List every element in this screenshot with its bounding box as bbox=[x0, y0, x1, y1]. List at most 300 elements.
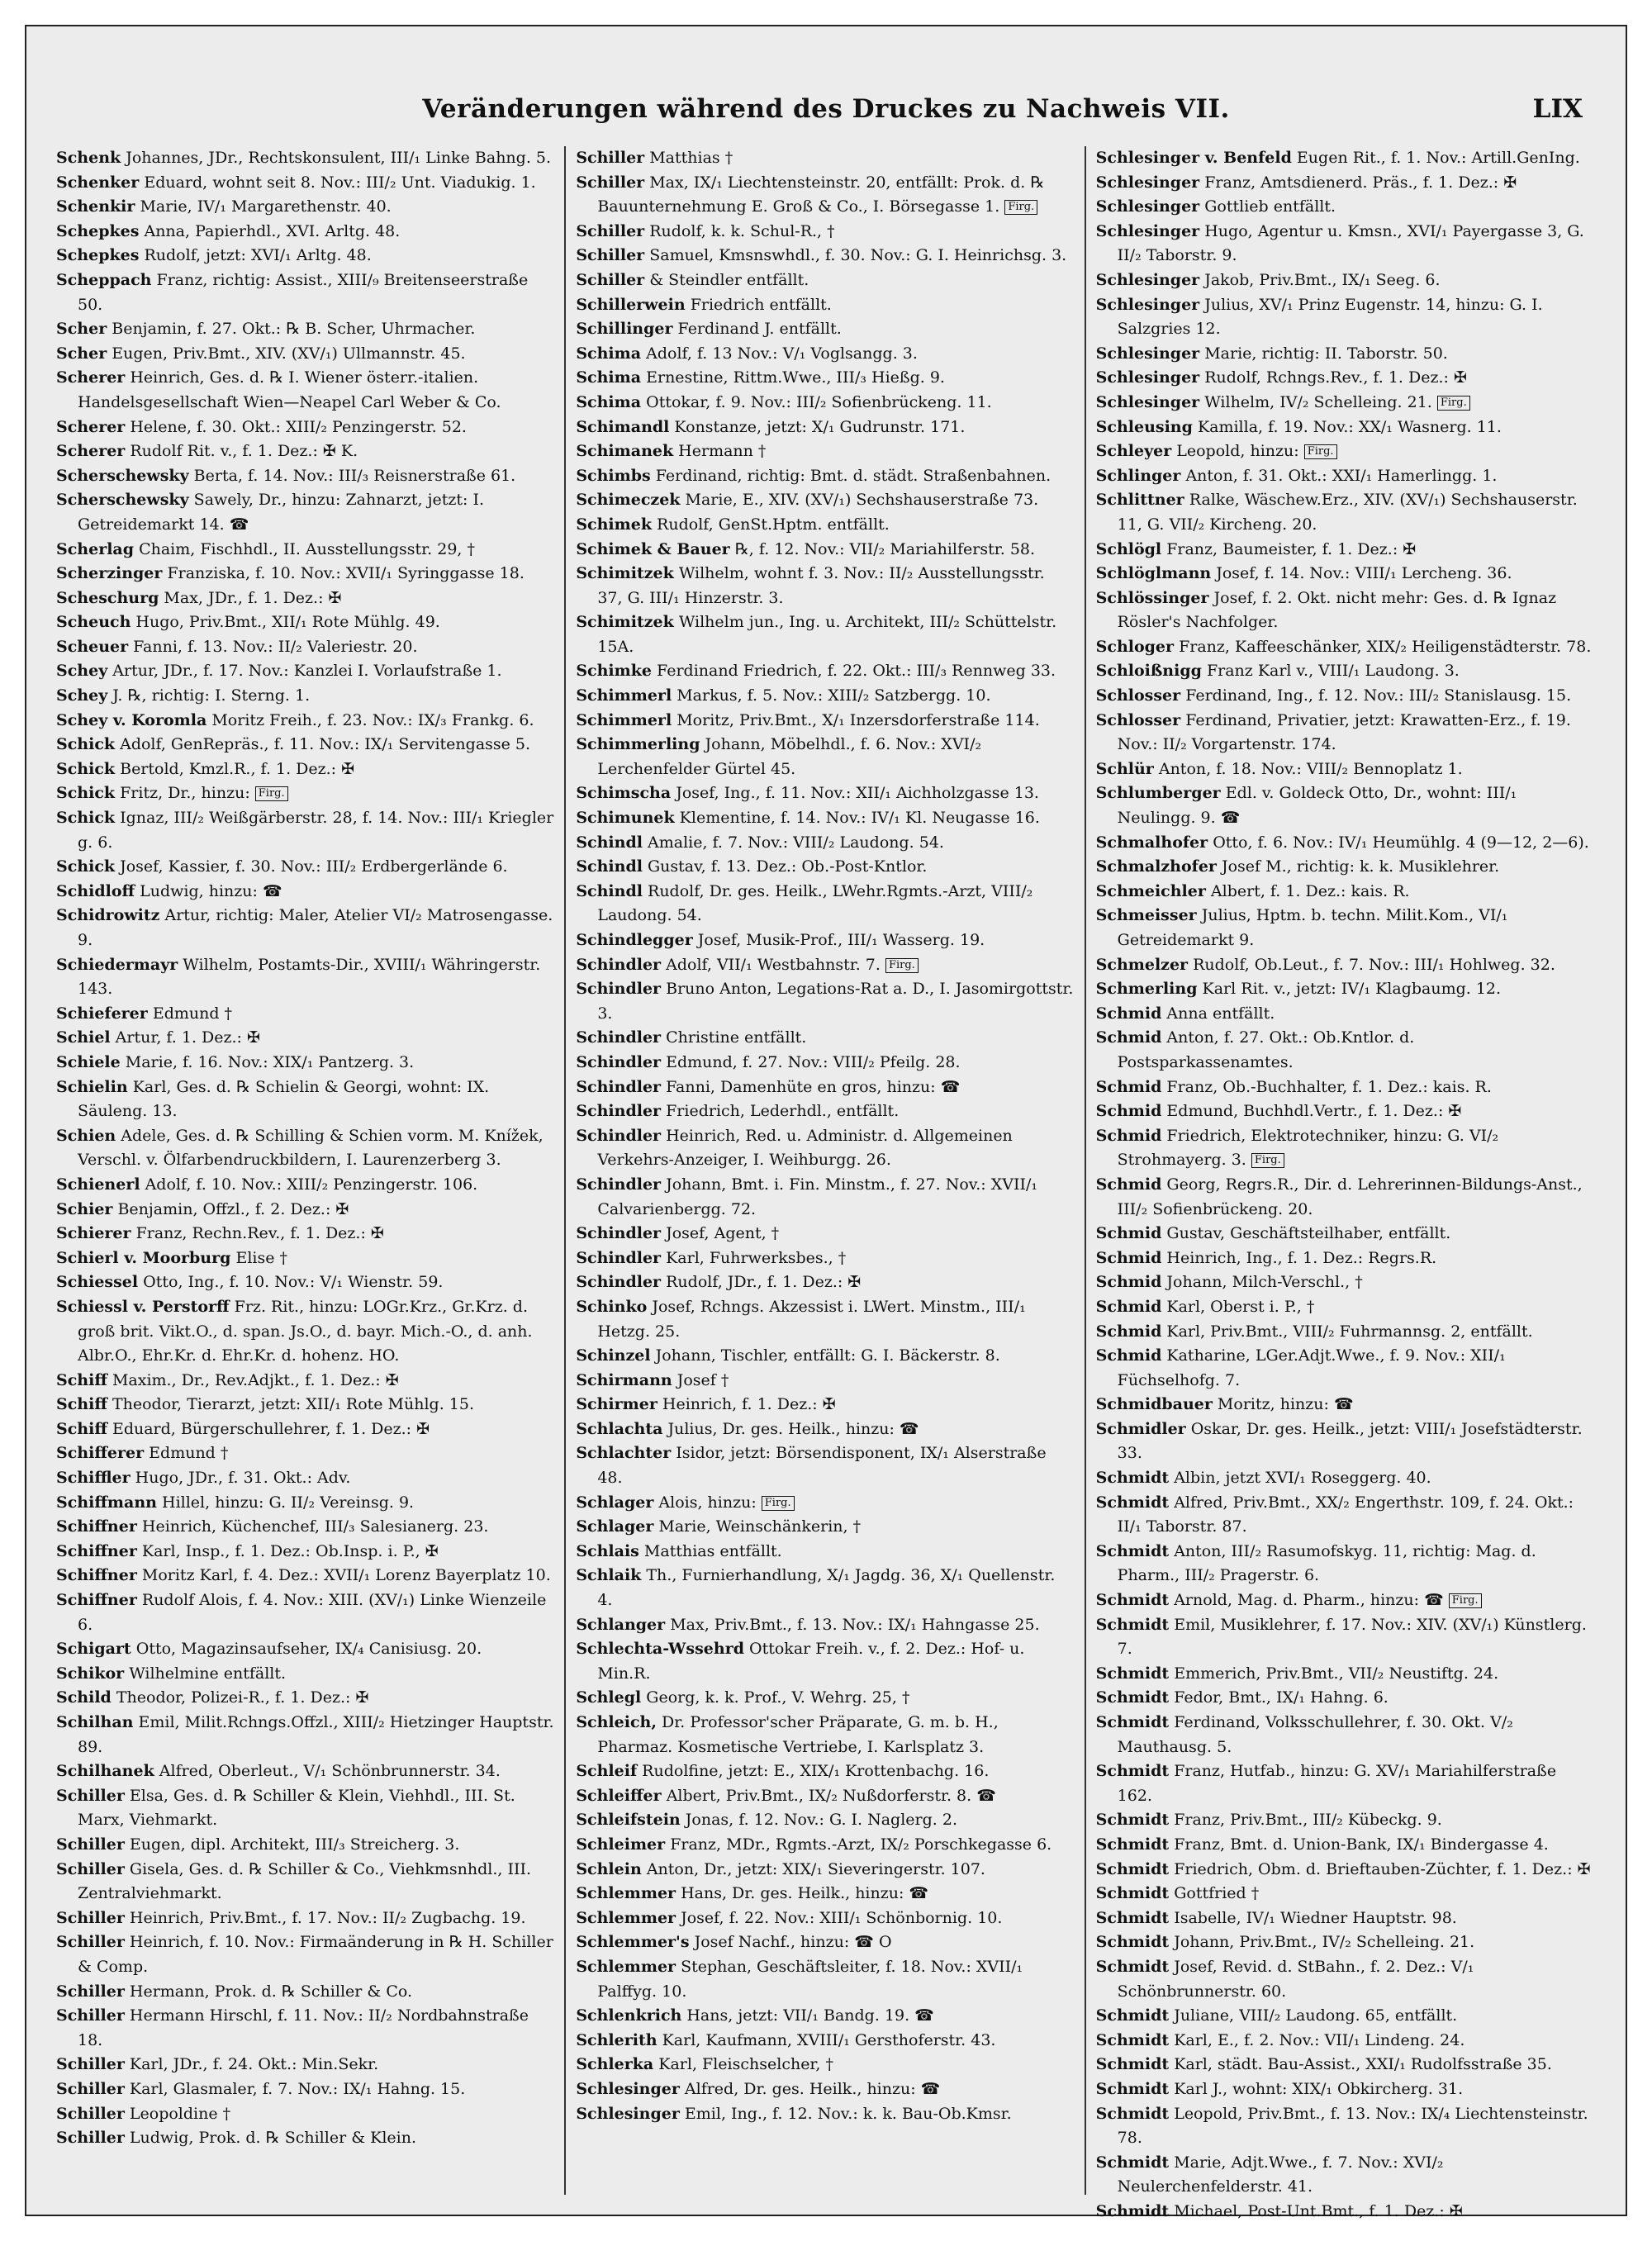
entry-details: Elise † bbox=[230, 1248, 288, 1267]
entry-name: Schirmer bbox=[576, 1395, 657, 1414]
entry-details: Ludwig, hinzu: ☎ bbox=[135, 881, 282, 900]
directory-entry bbox=[1096, 1906, 1594, 1931]
entry-details: Adele, Ges. d. ℞ Schilling & Schien vorm. M. Knížek, Verschl. v. Ölfarbendruckbildern, I. Laurenzerberg 3. bbox=[78, 1126, 544, 1170]
entry-details: Isabelle, IV/₁ Wiedner Hauptstr. 98. bbox=[1169, 1908, 1457, 1927]
entry-name: Schindler bbox=[576, 1028, 662, 1047]
entry-details: Rudolf, JDr., f. 1. Dez.: ✠ bbox=[661, 1273, 862, 1292]
entry-name: Schimbs bbox=[576, 466, 651, 485]
directory-entry bbox=[576, 1344, 1074, 1369]
directory-entry bbox=[56, 220, 554, 245]
entry-details: Karl, Fleischselcher, † bbox=[653, 2055, 834, 2074]
entry-name: Schmid bbox=[1095, 1126, 1162, 1145]
entry-details: Fanni, Damenhüte en gros, hinzu: ☎ bbox=[661, 1077, 961, 1096]
entry-name: Schlager bbox=[576, 1517, 654, 1536]
entry-name: Schmelzer bbox=[1095, 955, 1189, 974]
directory-entry bbox=[56, 1980, 554, 2005]
directory-entry bbox=[56, 1858, 554, 1906]
entry-name: Schindler bbox=[576, 1175, 662, 1194]
entry-details: Jonas, f. 12. Nov.: G. I. Naglerg. 2. bbox=[680, 1811, 957, 1830]
directory-entry bbox=[56, 317, 554, 342]
entry-details: Josef, Rchngs. Akzessist i. LWert. Minstm., III/₁ Hetzg. 25. bbox=[597, 1297, 1026, 1341]
entry-name: Schlemmer bbox=[576, 1957, 676, 1976]
directory-entry bbox=[576, 317, 1074, 342]
entry-name: Schloißnigg bbox=[1095, 662, 1202, 681]
directory-entry bbox=[1096, 586, 1594, 635]
entry-name: Schiessel bbox=[56, 1273, 139, 1292]
directory-entry bbox=[1096, 831, 1594, 856]
entry-name: Schlesinger bbox=[1095, 173, 1200, 192]
directory-entry bbox=[576, 610, 1074, 659]
entry-name: Schleyer bbox=[1095, 442, 1172, 461]
directory-entry bbox=[576, 2053, 1074, 2077]
entry-details: Moritz, hinzu: ☎ bbox=[1212, 1395, 1354, 1414]
entry-name: Schlesinger bbox=[576, 2104, 680, 2123]
entry-name: Schmerling bbox=[1095, 980, 1198, 999]
entry-name: Schiller bbox=[56, 1982, 125, 2001]
entry-name: Schmidt bbox=[1095, 1615, 1170, 1634]
directory-entry bbox=[1096, 415, 1594, 440]
directory-entry bbox=[1096, 146, 1594, 171]
entry-details: Karl, städt. Bau-Assist., XXI/₁ Rudolfsstraße 35. bbox=[1169, 2055, 1552, 2074]
entry-details: Bruno Anton, Legations-Rat a. D., I. Jasomirgottstr. 3. bbox=[597, 980, 1074, 1023]
entry-details: Friedrich, Obm. d. Brieftauben-Züchter, f. 1. Dez.: ✠ bbox=[1169, 1859, 1591, 1878]
entry-details: Hermann † bbox=[673, 442, 767, 461]
directory-entry bbox=[56, 1198, 554, 1223]
entry-details: Ferdinand J. entfällt. bbox=[672, 320, 842, 339]
directory-entry bbox=[56, 659, 554, 684]
directory-entry bbox=[56, 1295, 554, 1369]
directory-entry bbox=[576, 1270, 1074, 1295]
entry-name: Schimscha bbox=[576, 784, 672, 803]
directory-entry bbox=[56, 1540, 554, 1564]
entry-details: Rudolf, Dr. ges. Heilk., LWehr.Rgmts.-Arzt, VIII/₂ Laudong. 54. bbox=[597, 881, 1033, 925]
entry-name: Schindler bbox=[576, 1224, 662, 1243]
entry-details: Gottfried † bbox=[1169, 1884, 1260, 1903]
entry-details: Michael, Post-Unt.Bmt., f. 1. Dez.: ✠ bbox=[1169, 2201, 1463, 2220]
entry-details: Jakob, Priv.Bmt., IX/₁ Seeg. 6. bbox=[1199, 270, 1441, 289]
directory-entry bbox=[56, 1466, 554, 1491]
directory-entry bbox=[1096, 366, 1594, 391]
entry-name: Schlager bbox=[576, 1493, 654, 1512]
entry-details: Dr. Professor'scher Präparate, G. m. b. H., Pharmaz. Kosmetische Vertriebe, I. Karlsplatz 3. bbox=[597, 1713, 999, 1756]
entry-name: Schmidt bbox=[1095, 1469, 1170, 1488]
entry-details: Karl, Fuhrwerksbes., † bbox=[661, 1248, 847, 1267]
entry-details: Friedrich entfällt. bbox=[685, 295, 832, 314]
entry-details: Edmund, f. 27. Nov.: VIII/₂ Pfeilg. 28. bbox=[661, 1052, 961, 1071]
directory-entry bbox=[56, 244, 554, 268]
entry-name: Schlein bbox=[576, 1859, 642, 1878]
entry-name: Schlerith bbox=[576, 2030, 657, 2049]
entry-details: Ernestine, Rittm.Wwe., III/₃ Hießg. 9. bbox=[641, 368, 945, 387]
entry-name: Schmid bbox=[1095, 1175, 1162, 1194]
entry-details: Josef, Ing., f. 11. Nov.: XII/₁ Aichholzgasse 13. bbox=[671, 784, 1039, 803]
directory-entry bbox=[1096, 1466, 1594, 1491]
directory-entry bbox=[56, 806, 554, 855]
entry-details: Gisela, Ges. d. ℞ Schiller & Co., Viehkmsnhdl., III. Zentralviehmarkt. bbox=[78, 1859, 532, 1903]
entry-details: Franz, Hutfab., hinzu: G. XV/₁ Mariahilferstraße 162. bbox=[1117, 1762, 1557, 1805]
entry-details: Rudolfine, jetzt: E., XIX/₁ Krottenbachg. 16. bbox=[637, 1762, 990, 1781]
entry-details: Rudolf, Ob.Leut., f. 7. Nov.: III/₁ Hohlweg. 32. bbox=[1188, 955, 1555, 974]
directory-entry bbox=[1096, 1320, 1594, 1345]
entry-details: Franz, Rechn.Rev., f. 1. Dez.: ✠ bbox=[131, 1224, 384, 1243]
entry-name: Schey bbox=[56, 686, 108, 705]
entry-details: Theodor, Tierarzt, jetzt: XII/₁ Rote Mühlg. 15. bbox=[107, 1395, 475, 1414]
entry-details: Heinrich, Ing., f. 1. Dez.: Regrs.R. bbox=[1161, 1248, 1437, 1267]
entry-name: Schlesinger bbox=[1095, 197, 1200, 216]
directory-entry bbox=[1096, 757, 1594, 782]
entry-details: Julius, Hptm. b. techn. Milit.Kom., VI/₁ Getreidemarkt 9. bbox=[1117, 906, 1508, 949]
entry-details: Leopold, Priv.Bmt., f. 13. Nov.: IX/₄ Liechtensteinstr. 78. bbox=[1117, 2104, 1588, 2148]
directory-entry bbox=[576, 146, 1074, 171]
entry-name: Scherschewsky bbox=[56, 491, 189, 510]
entry-details: Leopold, hinzu: bbox=[1171, 442, 1304, 461]
entry-name: Schey bbox=[56, 662, 108, 681]
entry-name: Schmidt bbox=[1095, 1933, 1170, 1952]
entry-name: Schindler bbox=[576, 1248, 662, 1267]
entry-name: Schiller bbox=[56, 2129, 125, 2148]
entry-details: Hans, Dr. ges. Heilk., hinzu: ☎ bbox=[676, 1884, 929, 1903]
entry-details: Albin, jetzt XVI/₁ Roseggerg. 40. bbox=[1169, 1469, 1431, 1488]
entry-name: Schimitzek bbox=[576, 564, 674, 583]
directory-entry bbox=[576, 781, 1074, 806]
entry-name: Scherer bbox=[56, 442, 126, 461]
entry-details: Heinrich, Priv.Bmt., f. 17. Nov.: II/₂ Zugbachg. 19. bbox=[124, 1908, 526, 1927]
directory-entry bbox=[1096, 2077, 1594, 2102]
entry-name: Schlesinger bbox=[576, 2079, 680, 2098]
entry-name: Schick bbox=[56, 735, 116, 754]
entry-name: Schlesinger bbox=[1095, 295, 1200, 314]
directory-entry bbox=[576, 220, 1074, 245]
entry-name: Schiller bbox=[576, 270, 645, 289]
entry-name: Schmidt bbox=[1095, 1713, 1170, 1731]
entry-name: Schlachter bbox=[576, 1444, 672, 1463]
directory-entry bbox=[1096, 342, 1594, 367]
entry-details: Karl, Kaufmann, XVIII/₁ Gersthoferstr. 43. bbox=[657, 2030, 996, 2049]
directory-entry bbox=[56, 733, 554, 757]
entry-details: Josef M., richtig: k. k. Musiklehrer. bbox=[1216, 857, 1500, 876]
entry-details: Anton, III/₂ Rasumofskyg. 11, richtig: Mag. d. Pharm., III/₂ Pragerstr. 6. bbox=[1117, 1541, 1536, 1585]
entry-name: Schikor bbox=[56, 1664, 125, 1683]
entry-name: Schmid bbox=[1095, 1004, 1162, 1023]
entry-details: Johannes, JDr., Rechtskonsulent, III/₁ Linke Bahng. 5. bbox=[121, 149, 552, 167]
entry-details: Hermann, Prok. d. ℞ Schiller & Co. bbox=[124, 1982, 413, 2001]
entry-name: Scherer bbox=[56, 417, 126, 436]
entry-name: Schirmann bbox=[576, 1370, 672, 1389]
directory-entry bbox=[1096, 1540, 1594, 1588]
directory-entry bbox=[1096, 1858, 1594, 1883]
directory-entry bbox=[576, 1393, 1074, 1417]
entry-name: Schlür bbox=[1095, 759, 1154, 778]
directory-entry bbox=[576, 1417, 1074, 1442]
entry-name: Schenker bbox=[56, 173, 140, 192]
entry-details: Adolf, GenRepräs., f. 11. Nov.: IX/₁ Servitengasse 5. bbox=[115, 735, 531, 754]
entry-details: Adolf, f. 13 Nov.: V/₁ Voglsangg. 3. bbox=[641, 344, 918, 363]
entry-name: Schlesinger bbox=[1095, 221, 1200, 240]
directory-entry bbox=[56, 2126, 554, 2151]
directory-entry bbox=[576, 684, 1074, 709]
directory-entry bbox=[56, 538, 554, 563]
entry-name: Schiller bbox=[576, 173, 645, 192]
entry-details: Heinrich, Küchenchef, III/₃ Salesianerg. 23. bbox=[136, 1517, 489, 1536]
directory-entry bbox=[1096, 1099, 1594, 1124]
entry-name: Schlechta-Wssehrd bbox=[576, 1640, 744, 1659]
directory-entry bbox=[576, 562, 1074, 610]
entry-details: Maxim., Dr., Rev.Adjkt., f. 1. Dez.: ✠ bbox=[107, 1370, 399, 1389]
firm-register-mark: Firg. bbox=[1004, 200, 1037, 215]
directory-entry bbox=[56, 171, 554, 196]
entry-name: Schmidt bbox=[1095, 2079, 1170, 2098]
entry-details: Karl, E., f. 2. Nov.: VII/₁ Lindeng. 24. bbox=[1169, 2030, 1465, 2049]
entry-name: Schlaik bbox=[576, 1566, 642, 1585]
directory-entry bbox=[1096, 1246, 1594, 1271]
directory-entry bbox=[576, 659, 1074, 684]
entry-details: Eduard, wohnt seit 8. Nov.: III/₂ Unt. Viadukig. 1. bbox=[139, 173, 536, 192]
entry-name: Scherlag bbox=[56, 539, 135, 558]
entry-name: Schmid bbox=[1095, 1322, 1162, 1341]
entry-name: Schmeichler bbox=[1095, 881, 1206, 900]
directory-entry bbox=[576, 1369, 1074, 1394]
directory-entry bbox=[56, 709, 554, 734]
entry-details: Eugen, dipl. Architekt, III/₃ Streicherg. 3. bbox=[124, 1835, 460, 1854]
entry-name: Schmidt bbox=[1095, 1835, 1170, 1854]
entry-details: Kamilla, f. 19. Nov.: XX/₁ Wasnerg. 11. bbox=[1192, 417, 1502, 436]
entry-details: Anna, Papierhdl., XVI. Arltg. 48. bbox=[139, 221, 401, 240]
entry-name: Schindl bbox=[576, 857, 643, 876]
entry-details: Josef Nachf., hinzu: ☎ O bbox=[689, 1933, 892, 1952]
directory-entry bbox=[1096, 1344, 1594, 1393]
directory-entry bbox=[56, 1686, 554, 1711]
entry-name: Schinzel bbox=[576, 1346, 651, 1365]
entry-name: Schmidbauer bbox=[1095, 1395, 1213, 1414]
directory-entry bbox=[56, 1222, 554, 1246]
directory-entry bbox=[56, 1662, 554, 1687]
entry-details: Hugo, JDr., f. 31. Okt.: Adv. bbox=[130, 1469, 351, 1488]
entry-details: J. ℞, richtig: I. Sterng. 1. bbox=[107, 686, 311, 705]
entry-details: Johann, Milch-Verschl., † bbox=[1161, 1273, 1363, 1292]
entry-details: Rudolf, jetzt: XVI/₁ Arltg. 48. bbox=[139, 246, 372, 265]
entry-name: Schiff bbox=[56, 1370, 107, 1389]
entry-name: Schima bbox=[576, 392, 642, 411]
entry-name: Schidrowitz bbox=[56, 906, 160, 925]
entry-details: Gustav, Geschäftsteilhaber, entfällt. bbox=[1161, 1224, 1451, 1243]
page-header bbox=[26, 94, 1626, 135]
directory-entry bbox=[56, 1441, 554, 1466]
directory-entry bbox=[56, 2004, 554, 2053]
entry-name: Schiller bbox=[56, 1786, 125, 1805]
entry-name: Schifferer bbox=[56, 1444, 145, 1463]
entry-details: Konstanze, jetzt: X/₁ Gudrunstr. 171. bbox=[669, 417, 966, 436]
directory-entry bbox=[1096, 1930, 1594, 1955]
directory-entry bbox=[576, 342, 1074, 367]
entry-details: Anton, f. 18. Nov.: VIII/₂ Bennoplatz 1. bbox=[1153, 759, 1463, 778]
entry-name: Schlemmer bbox=[576, 1908, 676, 1927]
entry-details: Heinrich, f. 1. Dez.: ✠ bbox=[657, 1395, 836, 1414]
entry-name: Schlenkrich bbox=[576, 2006, 682, 2025]
directory-entry bbox=[576, 1295, 1074, 1344]
directory-entry bbox=[1096, 2029, 1594, 2053]
entry-details: Eduard, Bürgerschullehrer, f. 1. Dez.: ✠ bbox=[107, 1419, 430, 1438]
entry-details: Alois, hinzu: bbox=[653, 1493, 762, 1512]
directory-entry bbox=[56, 1270, 554, 1295]
entry-name: Scheschurg bbox=[56, 588, 159, 607]
directory-entry bbox=[576, 415, 1074, 440]
directory-entry bbox=[56, 488, 554, 537]
directory-entry bbox=[576, 1955, 1074, 2004]
entry-name: Schlosser bbox=[1095, 710, 1181, 729]
directory-entry bbox=[1096, 977, 1594, 1002]
directory-entry bbox=[1096, 953, 1594, 978]
entry-details: Josef, Revid. d. StBahn., f. 2. Dez.: V/₁ Schönbrunnerstr. 60. bbox=[1117, 1957, 1474, 2001]
directory-entry bbox=[1096, 904, 1594, 952]
entry-name: Schimek & Bauer bbox=[576, 539, 730, 558]
directory-entry bbox=[56, 855, 554, 880]
entry-name: Schindlegger bbox=[576, 931, 693, 949]
entry-details: Benjamin, f. 27. Okt.: ℞ B. Scher, Uhrmacher. bbox=[107, 320, 476, 339]
entry-name: Schmid bbox=[1095, 1224, 1162, 1243]
directory-entry bbox=[56, 610, 554, 635]
directory-entry bbox=[1096, 1075, 1594, 1100]
entry-details: Moritz, Priv.Bmt., X/₁ Inzersdorferstraße 114. bbox=[672, 710, 1040, 729]
entry-name: Schiller bbox=[56, 2104, 125, 2123]
directory-entry bbox=[1096, 1393, 1594, 1417]
directory-entry bbox=[56, 1906, 554, 1931]
directory-entry bbox=[1096, 1295, 1594, 1320]
entry-name: Schien bbox=[56, 1126, 116, 1145]
directory-entry bbox=[56, 781, 554, 806]
directory-entry bbox=[1096, 195, 1594, 220]
entry-details: Franz, Priv.Bmt., III/₂ Kübeckg. 9. bbox=[1169, 1811, 1442, 1830]
directory-entry bbox=[576, 1564, 1074, 1612]
entry-name: Schilhanek bbox=[56, 1762, 154, 1781]
entry-name: Schmidt bbox=[1095, 1541, 1170, 1560]
firm-register-mark: Firg. bbox=[1437, 396, 1470, 411]
directory-entry bbox=[1096, 1613, 1594, 1662]
entry-details: Emmerich, Priv.Bmt., VII/₂ Neustiftg. 24. bbox=[1169, 1664, 1499, 1683]
entry-details: Franz, Amtsdienerd. Präs., f. 1. Dez.: ✠ bbox=[1199, 173, 1517, 192]
entry-details: Max, Priv.Bmt., f. 13. Nov.: IX/₁ Hahngasse 25. bbox=[665, 1615, 1040, 1634]
entry-details: Alfred, Dr. ges. Heilk., hinzu: ☎ bbox=[679, 2079, 941, 2098]
entry-details: Josef, f. 14. Nov.: VIII/₁ Lercheng. 36. bbox=[1211, 564, 1512, 583]
entry-details: Otto, Magazinsaufseher, IX/₄ Canisiusg. 20. bbox=[131, 1640, 482, 1659]
directory-entry bbox=[56, 1491, 554, 1516]
columns bbox=[51, 146, 1604, 2220]
directory-entry bbox=[1096, 855, 1594, 880]
entry-name: Schmidt bbox=[1095, 2055, 1170, 2074]
directory-entry bbox=[576, 977, 1074, 1026]
entry-details: Arnold, Mag. d. Pharm., hinzu: ☎ bbox=[1169, 1591, 1449, 1610]
entry-name: Schidloff bbox=[56, 881, 135, 900]
directory-entry bbox=[56, 1002, 554, 1027]
entry-details: Franz, Ob.-Buchhalter, f. 1. Dez.: kais. R. bbox=[1161, 1077, 1492, 1096]
entry-details: Josef, Kassier, f. 30. Nov.: III/₂ Erdbergerlände 6. bbox=[115, 857, 508, 876]
entry-details: Marie, E., XIV. (XV/₁) Sechshauserstraße 73. bbox=[680, 491, 1039, 510]
entry-details: Johann, Möbelhdl., f. 6. Nov.: XVI/₂ Lerchenfelder Gürtel 45. bbox=[597, 735, 982, 778]
entry-details: Max, JDr., f. 1. Dez.: ✠ bbox=[159, 588, 342, 607]
entry-details: Elsa, Ges. d. ℞ Schiller & Klein, Viehhdl., III. St. Marx, Viehmarkt. bbox=[78, 1786, 515, 1830]
entry-details: Matthias entfällt. bbox=[638, 1541, 782, 1560]
entry-name: Schmid bbox=[1095, 1028, 1162, 1047]
entry-name: Schindler bbox=[576, 1052, 662, 1071]
entry-name: Schmidt bbox=[1095, 1884, 1170, 1903]
entry-details: Edmund, Buchhdl.Vertr., f. 1. Dez.: ✠ bbox=[1161, 1102, 1462, 1121]
entry-name: Schmid bbox=[1095, 1102, 1162, 1121]
entry-details: Josef, Agent, † bbox=[661, 1224, 780, 1243]
entry-name: Schimmerling bbox=[576, 735, 700, 754]
entry-name: Schmidt bbox=[1095, 1493, 1170, 1512]
directory-entry bbox=[576, 1026, 1074, 1051]
entry-name: Schigart bbox=[56, 1640, 131, 1659]
directory-entry bbox=[1096, 781, 1594, 830]
directory-entry bbox=[1096, 293, 1594, 342]
entry-details: Alfred, Priv.Bmt., XX/₂ Engerthstr. 109, f. 24. Okt.: II/₁ Taborstr. 87. bbox=[1117, 1493, 1574, 1536]
directory-entry bbox=[1096, 659, 1594, 684]
entry-name: Schepkes bbox=[56, 246, 140, 265]
entry-name: Schlöglmann bbox=[1095, 564, 1212, 583]
directory-entry bbox=[576, 1930, 1074, 1955]
entry-details: Matthias † bbox=[644, 149, 733, 167]
entry-name: Schimmerl bbox=[576, 710, 672, 729]
entry-name: Schima bbox=[576, 368, 642, 387]
entry-name: Schleusing bbox=[1095, 417, 1193, 436]
directory-entry bbox=[56, 1417, 554, 1442]
entry-details: Eugen Rit., f. 1. Nov.: Artill.GenIng. bbox=[1291, 149, 1580, 167]
entry-details: Emil, Musiklehrer, f. 17. Nov.: XIV. (XV/₁) Künstlerg. 7. bbox=[1117, 1615, 1587, 1659]
entry-details: Edmund † bbox=[144, 1444, 229, 1463]
directory-entry bbox=[1096, 1833, 1594, 1858]
entry-name: Schmid bbox=[1095, 1297, 1162, 1316]
entry-name: Schimanek bbox=[576, 442, 674, 461]
directory-entry bbox=[1096, 2102, 1594, 2151]
entry-details: Artur, JDr., f. 17. Nov.: Kanzlei I. Vorlaufstraße 1. bbox=[107, 662, 502, 681]
entry-details: Ferdinand, Volksschullehrer, f. 30. Okt. V/₂ Mauthausg. 5. bbox=[1117, 1713, 1513, 1756]
entry-details: Franz, Bmt. d. Union-Bank, IX/₁ Bindergasse 4. bbox=[1169, 1835, 1549, 1854]
entry-name: Schlemmer bbox=[576, 1884, 676, 1903]
entry-details: Otto, f. 6. Nov.: IV/₁ Heumühlg. 4 (9—12, 2—6). bbox=[1208, 833, 1589, 852]
entry-details: Albert, Priv.Bmt., IX/₂ Nußdorferstr. 8. ☎ bbox=[661, 1786, 996, 1805]
entry-name: Schmidt bbox=[1095, 1591, 1170, 1610]
directory-entry bbox=[576, 1686, 1074, 1711]
entry-details: Rudolf, k. k. Schul-R., † bbox=[644, 221, 835, 240]
entry-name: Schlesinger bbox=[1095, 270, 1200, 289]
directory-entry bbox=[56, 635, 554, 660]
directory-entry bbox=[1096, 1686, 1594, 1711]
entry-name: Schiessl v. Perstorff bbox=[56, 1297, 230, 1316]
directory-entry bbox=[56, 757, 554, 782]
entry-details: Artur, f. 1. Dez.: ✠ bbox=[110, 1028, 260, 1047]
directory-entry bbox=[56, 1588, 554, 1637]
directory-entry bbox=[576, 2102, 1074, 2127]
directory-entry bbox=[1096, 1222, 1594, 1246]
entry-details: Wilhelm, Postamts-Dir., XVIII/₁ Währingerstr. 143. bbox=[78, 955, 541, 999]
directory-entry bbox=[1096, 1026, 1594, 1075]
directory-entry bbox=[576, 1099, 1074, 1124]
entry-name: Scherer bbox=[56, 368, 126, 387]
entry-details: Hermann Hirschl, f. 11. Nov.: II/₂ Nordbahnstraße 18. bbox=[78, 2006, 529, 2049]
entry-details: Theodor, Polizei-R., f. 1. Dez.: ✠ bbox=[111, 1688, 369, 1707]
entry-name: Schindl bbox=[576, 881, 643, 900]
entry-details: Klementine, f. 14. Nov.: IV/₁ Kl. Neugasse 16. bbox=[674, 809, 1040, 828]
directory-entry bbox=[576, 1711, 1074, 1759]
entry-details: Anton, Dr., jetzt: XIX/₁ Sieveringerstr. 107. bbox=[641, 1859, 985, 1878]
entry-details: Johann, Priv.Bmt., IV/₂ Schelleing. 21. bbox=[1169, 1933, 1475, 1952]
entry-name: Schiller bbox=[56, 1859, 125, 1878]
entry-name: Schiffner bbox=[56, 1541, 137, 1560]
entry-name: Schey v. Koromla bbox=[56, 710, 207, 729]
entry-name: Schlögl bbox=[1095, 539, 1162, 558]
entry-details: Gottlieb entfällt. bbox=[1199, 197, 1336, 216]
entry-name: Schmidler bbox=[1095, 1419, 1186, 1438]
page-title: Veränderungen während des Druckes zu Nachweis VII. bbox=[422, 94, 1230, 124]
